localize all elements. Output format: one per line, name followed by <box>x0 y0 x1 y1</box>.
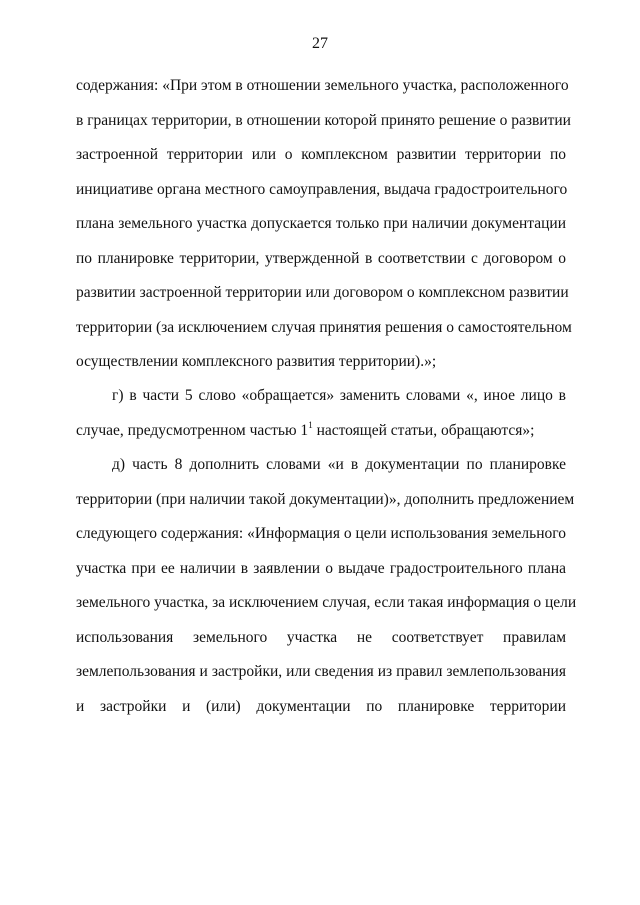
text-line: землепользования и застройки, или сведения из правил землепользования <box>76 663 566 680</box>
text-line: г) в части 5 слово «обращается» заменить словами «, иное лицо в <box>112 387 566 404</box>
text-line: застроенной территории или о комплексном развитии территории по <box>76 146 566 163</box>
text-line: следующего содержания: «Информация о цели использования земельного <box>76 525 566 542</box>
text-line <box>76 421 566 456</box>
text-line: осуществлении комплексного развития территории).»; <box>76 353 437 370</box>
superscript-marker: 1 <box>308 419 313 430</box>
text-fragment: случае, предусмотренном частью 1 <box>76 421 309 439</box>
paragraph-item-d <box>76 455 577 731</box>
text-line: использования земельного участка не соответствует правилам <box>76 628 566 646</box>
paragraph-item-g <box>76 386 566 455</box>
text-line: территории (при наличии такой документации)», дополнить предложением <box>76 490 575 508</box>
text-line: территории (за исключением случая принятия решения о самостоятельном <box>76 318 572 336</box>
text-line: участка при ее наличии в заявлении о выдаче градостроительного плана <box>76 559 566 577</box>
text-line: д) часть 8 дополнить словами «и в документации по планировке <box>112 456 566 473</box>
text-line: содержания: «При этом в отношении земельного участка, расположенного <box>76 77 569 94</box>
text-line: в границах территории, в отношении которой принято решение о развитии <box>76 111 571 129</box>
text-line: инициативе органа местного самоуправления, выдача градостроительного <box>76 180 568 198</box>
text-line: плана земельного участка допускается только при наличии документации <box>76 215 566 232</box>
text-line: по планировке территории, утвержденной в соответствии с договором о <box>76 249 566 267</box>
text-line: и застройки и (или) документации по планировке территории <box>76 697 566 715</box>
text-line: земельного участка, за исключением случая, если такая информация о цели <box>76 594 577 611</box>
page-number: 27 <box>312 35 328 52</box>
paragraph-contents-continuation <box>76 76 572 387</box>
text-line: развитии застроенной территории или договором о комплексном развитии <box>76 284 569 301</box>
text-fragment: настоящей статьи, обращаются»; <box>312 421 535 439</box>
